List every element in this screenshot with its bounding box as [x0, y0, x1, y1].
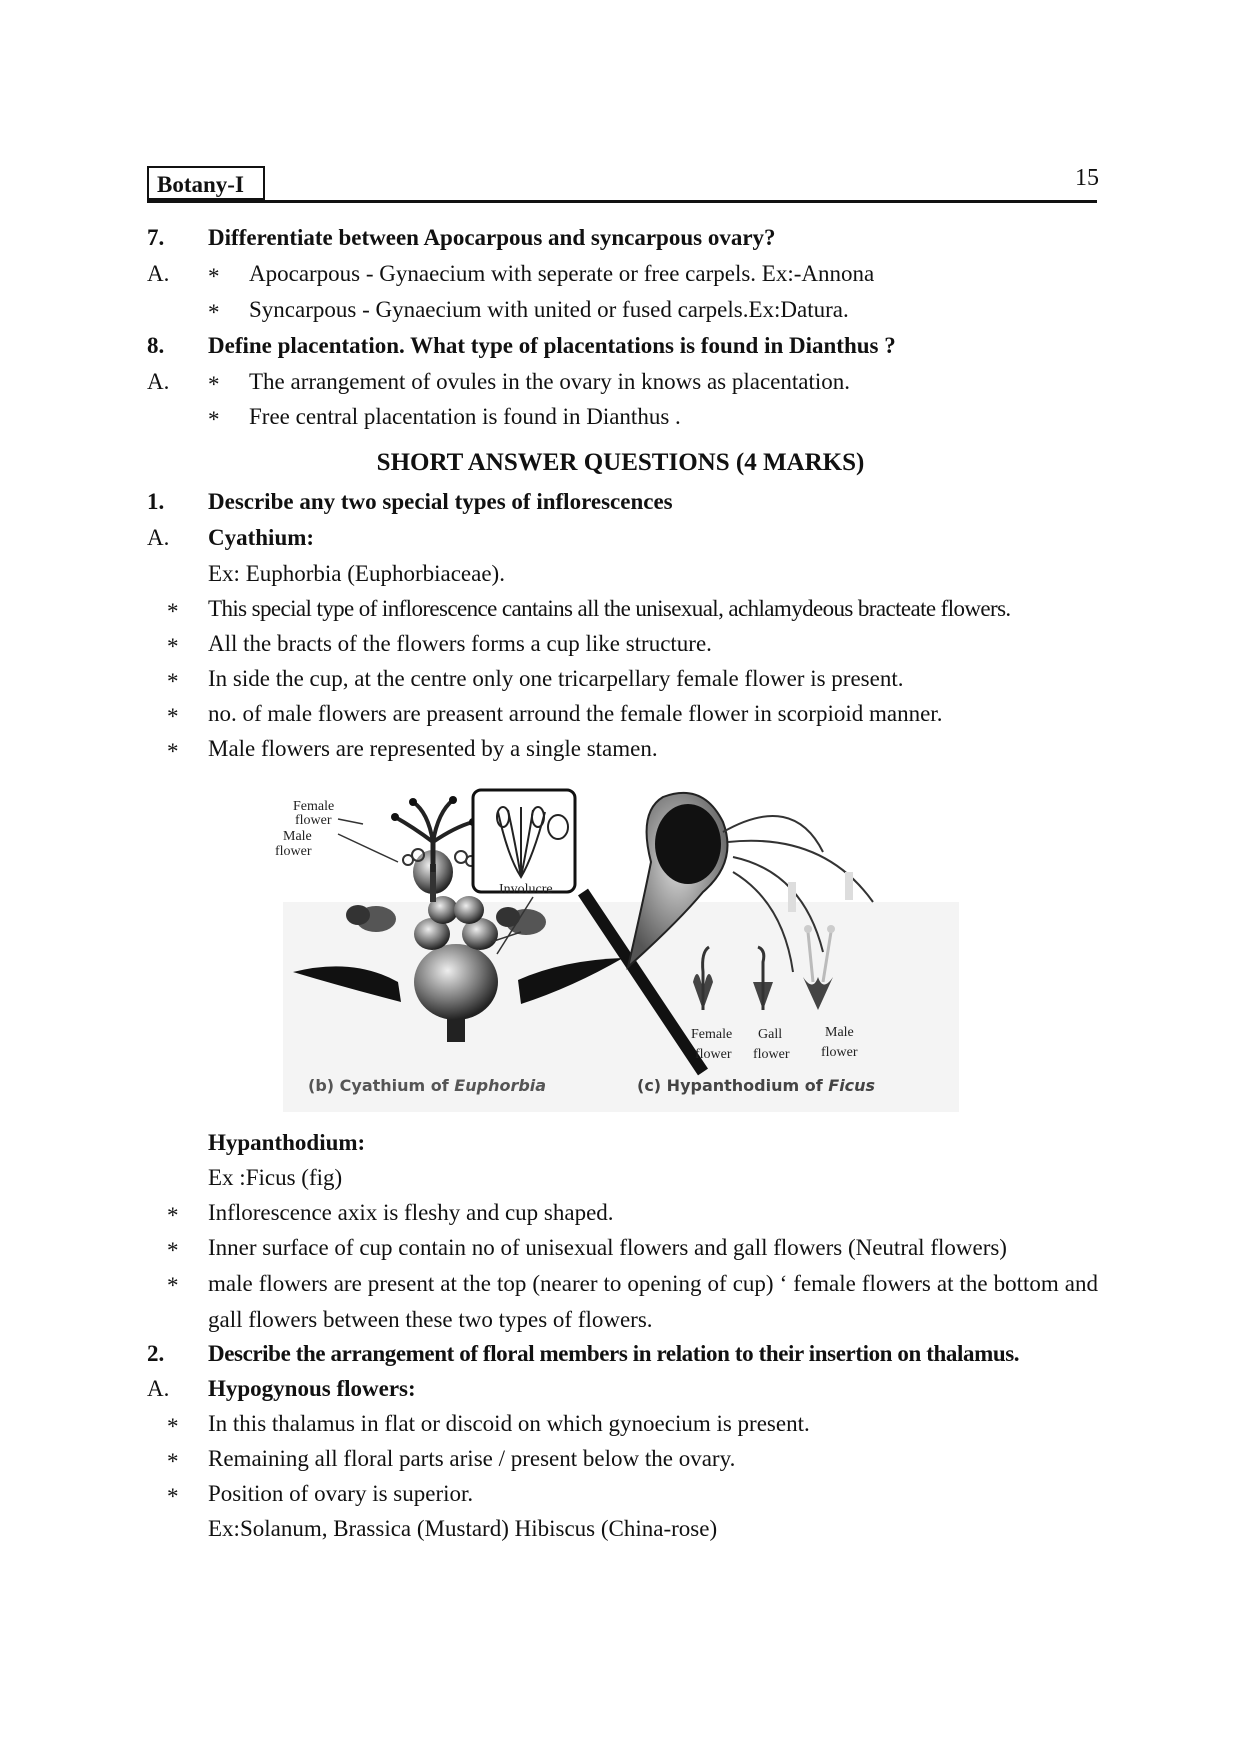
- hypanthodium-heading: Hypanthodium:: [208, 1130, 366, 1155]
- subject-label: Botany-I: [147, 166, 265, 200]
- cyathium-point-5: Male flowers are represented by a single stamen.: [208, 736, 658, 761]
- q7-number: 7.: [147, 225, 165, 250]
- hypogynous-heading: Hypogynous flowers:: [208, 1376, 416, 1401]
- bullet-star: *: [167, 1238, 179, 1263]
- hypogynous-point-1: In this thalamus in flat or discoid on which gynoecium is present.: [208, 1411, 810, 1436]
- bullet-star: *: [167, 704, 179, 729]
- label-male-flower: flower: [275, 844, 312, 859]
- bullet-star: *: [167, 669, 179, 694]
- cyathium-point-2: All the bracts of the flowers forms a cup like structure.: [208, 631, 712, 656]
- s2-number: 2.: [147, 1341, 165, 1366]
- label-ficus-male-flower: flower: [821, 1045, 858, 1060]
- s1-number: 1.: [147, 489, 165, 514]
- bullet-star: *: [167, 634, 179, 659]
- q8-point-2: Free central placentation is found in Dianthus .: [249, 404, 681, 429]
- s1-answer-label: A.: [147, 525, 170, 550]
- q8-point-1: The arrangement of ovules in the ovary in knows as placentation.: [249, 369, 851, 394]
- bullet-star: *: [167, 1414, 179, 1439]
- inset-flower-drawing: [473, 790, 575, 892]
- label-female: Female: [293, 799, 335, 814]
- q7-point-2: Syncarpous - Gynaecium with united or fused carpels.Ex:Datura.: [249, 297, 849, 322]
- q7-question: Differentiate between Apocarpous and syncarpous ovary?: [208, 225, 776, 250]
- bullet-star: *: [167, 1203, 179, 1228]
- section-title: SHORT ANSWER QUESTIONS (4 MARKS): [376, 449, 865, 476]
- label-ficus-male: Male: [825, 1025, 854, 1040]
- caption-hypanthodium: (c) Hypanthodium of Ficus: [637, 1076, 876, 1095]
- hypanthodium-point-1: Inflorescence axix is fleshy and cup shaped.: [208, 1200, 614, 1225]
- page-number: 15: [1075, 165, 1099, 191]
- label-ficus-female-flower: flower: [695, 1047, 732, 1062]
- bullet-star: *: [208, 300, 220, 325]
- cyathium-point-4: no. of male flowers are preasent arround the female flower in scorpioid manner.: [208, 701, 943, 726]
- label-ficus-gall-flower: flower: [753, 1047, 790, 1062]
- q7-point-1: Apocarpous - Gynaecium with seperate or free carpels. Ex:-Annona: [249, 261, 875, 286]
- cyathium-example: Ex: Euphorbia (Euphorbiaceae).: [208, 561, 505, 586]
- bullet-star: *: [208, 407, 220, 432]
- q8-answer-label: A.: [147, 369, 170, 394]
- cyathium-heading: Cyathium:: [208, 525, 315, 550]
- inflorescence-figure: [275, 782, 959, 1112]
- label-ficus-gall: Gall: [758, 1027, 783, 1042]
- caption-cyathium: (b) Cyathium of Euphorbia: [308, 1076, 547, 1095]
- bullet-star: *: [208, 372, 220, 397]
- bullet-star: *: [167, 1484, 179, 1509]
- bullet-star: *: [167, 1449, 179, 1474]
- bullet-star: *: [167, 739, 179, 764]
- hypanthodium-example: Ex :Ficus (fig): [208, 1165, 343, 1190]
- q7-answer-label: A.: [147, 261, 170, 286]
- label-female-flower: flower: [295, 813, 332, 828]
- hypanthodium-point-2: Inner surface of cup contain no of unisexual flowers and gall flowers (Neutral flowers): [208, 1235, 1007, 1260]
- bullet-star: *: [167, 1273, 179, 1298]
- bullet-star: *: [208, 264, 220, 289]
- label-male: Male: [283, 829, 312, 844]
- label-ficus-female: Female: [691, 1027, 733, 1042]
- s1-question: Describe any two special types of inflorescences: [208, 489, 673, 514]
- bullet-star: *: [167, 599, 179, 624]
- label-involucre: Involucre: [499, 882, 553, 897]
- hypanthodium-point-3: male flowers are present at the top (nearer to opening of cup) ‘ female flowers at the bottom and gall flowers between these two types of flowers.: [208, 1271, 1098, 1332]
- hypogynous-example: Ex:Solanum, Brassica (Mustard) Hibiscus (China-rose): [208, 1516, 718, 1541]
- cyathium-point-3: In side the cup, at the centre only one tricarpellary female flower is present.: [208, 666, 904, 691]
- q8-number: 8.: [147, 333, 165, 358]
- hypogynous-point-3: Position of ovary is superior.: [208, 1481, 474, 1506]
- hypogynous-point-2: Remaining all floral parts arise / present below the ovary.: [208, 1446, 736, 1471]
- q8-question: Define placentation. What type of placentations is found in Dianthus ?: [208, 333, 896, 358]
- header-rule: [147, 200, 1097, 203]
- cyathium-point-1: This special type of inflorescence cantains all the unisexual, achlamydeous bracteate flowers.: [208, 596, 1011, 621]
- s2-question: Describe the arrangement of floral members in relation to their insertion on thalamus.: [208, 1341, 1020, 1366]
- s2-answer-label: A.: [147, 1376, 170, 1401]
